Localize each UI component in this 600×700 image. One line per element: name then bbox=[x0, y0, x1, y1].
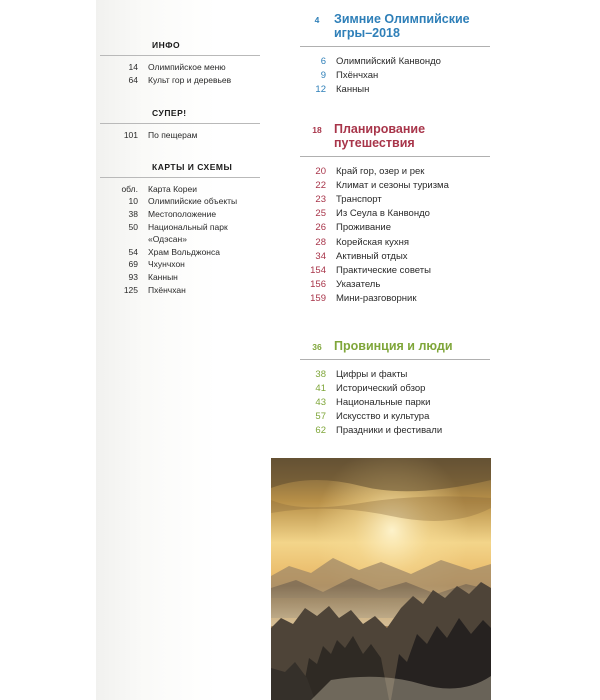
list-item[interactable]: 41 Исторический обзор bbox=[315, 382, 426, 394]
list-item[interactable]: обл. Карта Кореи bbox=[121, 183, 197, 194]
list-item[interactable]: 23 Транспорт bbox=[315, 194, 382, 206]
super-heading: СУПЕР! bbox=[100, 108, 260, 124]
list-item[interactable]: 159 Мини-разговорник bbox=[310, 293, 417, 305]
planning-section bbox=[300, 122, 490, 307]
mountain-sunset-photo bbox=[271, 458, 491, 700]
winter-olympics-heading[interactable] bbox=[300, 12, 490, 47]
list-item[interactable]: 26 Проживание bbox=[315, 222, 392, 234]
list-item[interactable]: 43 Национальные парки bbox=[315, 397, 431, 409]
maps-section bbox=[100, 162, 260, 296]
list-item[interactable]: 57 Искусство и культура bbox=[315, 411, 430, 423]
list-item[interactable]: 54 Храм Вольджонса bbox=[128, 246, 220, 257]
list-item[interactable]: 12 Каннын bbox=[315, 84, 370, 96]
list-item[interactable]: 69 Чхунчхон bbox=[128, 259, 185, 270]
section-title: Зимние Олимпийские игры–2018 bbox=[334, 12, 470, 40]
list-item[interactable]: 154 Практические советы bbox=[310, 265, 431, 277]
list-item[interactable]: 14 Олимпийское меню bbox=[128, 62, 226, 72]
list-item[interactable]: 34 Активный отдых bbox=[315, 250, 408, 262]
list-item[interactable]: 10 Олимпийские объекты bbox=[128, 196, 238, 207]
province-heading[interactable] bbox=[300, 339, 490, 360]
list-item[interactable]: 64 Культ гор и деревьев bbox=[128, 74, 232, 85]
list-item[interactable]: 6 Олимпийский Канвондо bbox=[320, 56, 441, 67]
list-item[interactable]: 25 Из Сеула в Канвондо bbox=[315, 208, 430, 220]
list-item[interactable]: 62 Праздники и фестивали bbox=[315, 425, 443, 437]
section-title: Провинция и люди bbox=[334, 338, 453, 353]
list-item[interactable]: 38 Местоположение bbox=[128, 208, 217, 219]
winter-olympics-section bbox=[300, 12, 490, 98]
list-item[interactable]: «Одэсан» bbox=[148, 234, 187, 245]
list-item[interactable]: 101 По пещерам bbox=[123, 130, 198, 141]
section-page-number: 18 bbox=[312, 124, 322, 135]
list-item[interactable]: 50 Национальный парк bbox=[128, 221, 228, 232]
list-item[interactable]: 28 Корейская кухня bbox=[315, 236, 410, 248]
list-item[interactable]: 22 Климат и сезоны туризма bbox=[315, 179, 449, 191]
list-item[interactable]: 93 Каннын bbox=[128, 271, 178, 282]
mountain-landscape-image bbox=[271, 458, 491, 700]
super-section bbox=[100, 108, 260, 142]
list-item[interactable]: 20 Край гор, озер и рек bbox=[315, 165, 425, 177]
list-item[interactable]: 38 Цифры и факты bbox=[315, 368, 408, 380]
section-page-number: 4 bbox=[314, 15, 320, 25]
info-section bbox=[100, 40, 260, 86]
list-item[interactable]: 9 Пхёнчхан bbox=[320, 70, 379, 82]
contents-column bbox=[300, 12, 490, 439]
section-title: Планирование путешествия bbox=[334, 121, 426, 150]
list-item[interactable]: 156 Указатель bbox=[310, 279, 381, 291]
maps-heading: КАРТЫ И СХЕМЫ bbox=[100, 162, 260, 178]
sidebar-index bbox=[100, 40, 260, 310]
list-item[interactable]: 125 Пхёнчхан bbox=[123, 284, 186, 295]
province-section bbox=[300, 339, 490, 439]
planning-heading[interactable] bbox=[300, 122, 490, 157]
section-page-number: 36 bbox=[312, 341, 322, 352]
info-heading: ИНФО bbox=[100, 40, 260, 56]
